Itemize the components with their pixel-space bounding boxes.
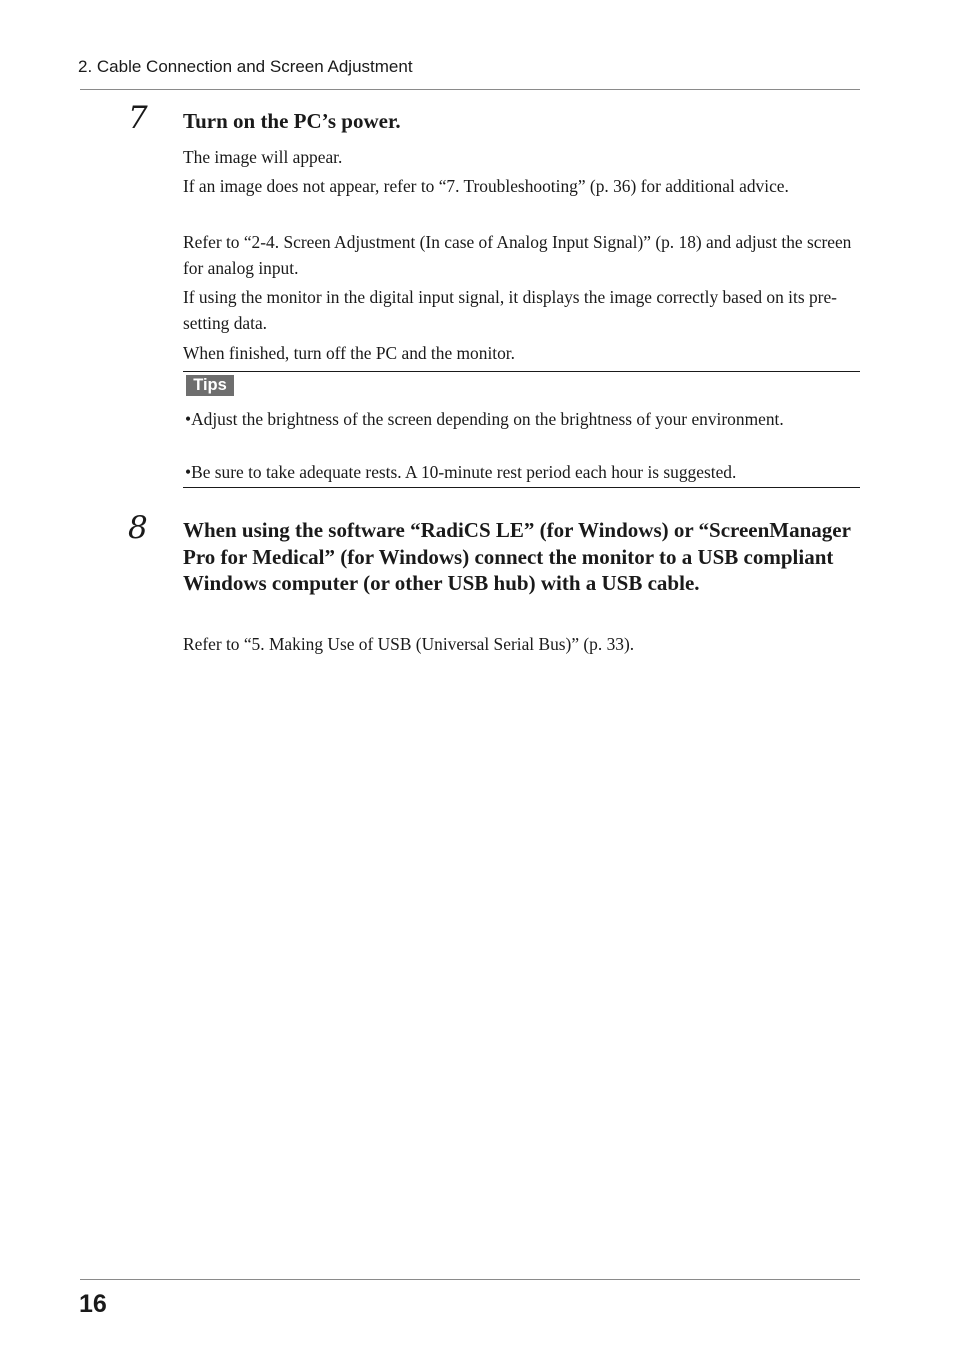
step-7-number: 7 <box>128 100 148 136</box>
step-7-title: Turn on the PC’s power. <box>183 109 401 133</box>
header-divider <box>80 89 860 90</box>
step-7-paragraph: If using the monitor in the digital input signal, it displays the image correctly based on its pre-setting data. <box>183 287 837 333</box>
step-7-paragraph: If an image does not appear, refer to “7. Troubleshooting” (p. 36) for additional advice. <box>183 176 789 196</box>
step-8-number: 8 <box>128 510 148 546</box>
step-7-paragraph: The image will appear. <box>183 147 343 167</box>
step-7-paragraph: When finished, turn off the PC and the monitor. <box>183 343 515 363</box>
tips-label: Tips <box>186 375 234 396</box>
tips-box <box>183 371 860 488</box>
tip-item: •Be sure to take adequate rests. A 10-minute rest period each hour is suggested. <box>185 462 737 482</box>
step-8-paragraph: Refer to “5. Making Use of USB (Universal Serial Bus)” (p. 33). <box>183 634 635 654</box>
page-number: 16 <box>79 1290 107 1318</box>
tip-item: •Adjust the brightness of the screen depending on the brightness of your environment. <box>185 409 784 429</box>
step-8-title: When using the software “RadiCS LE” (for Windows) or “ScreenManager Pro for Medical” (for Windows) connect the monitor to a USB compliant Windows computer (or other USB hub) with a USB cable. <box>183 518 851 595</box>
footer-divider <box>80 1279 860 1280</box>
running-header: 2. Cable Connection and Screen Adjustment <box>78 57 413 76</box>
step-7-paragraph: Refer to “2-4. Screen Adjustment (In case of Analog Input Signal)” (p. 18) and adjust the screen for analog input. <box>183 232 852 278</box>
